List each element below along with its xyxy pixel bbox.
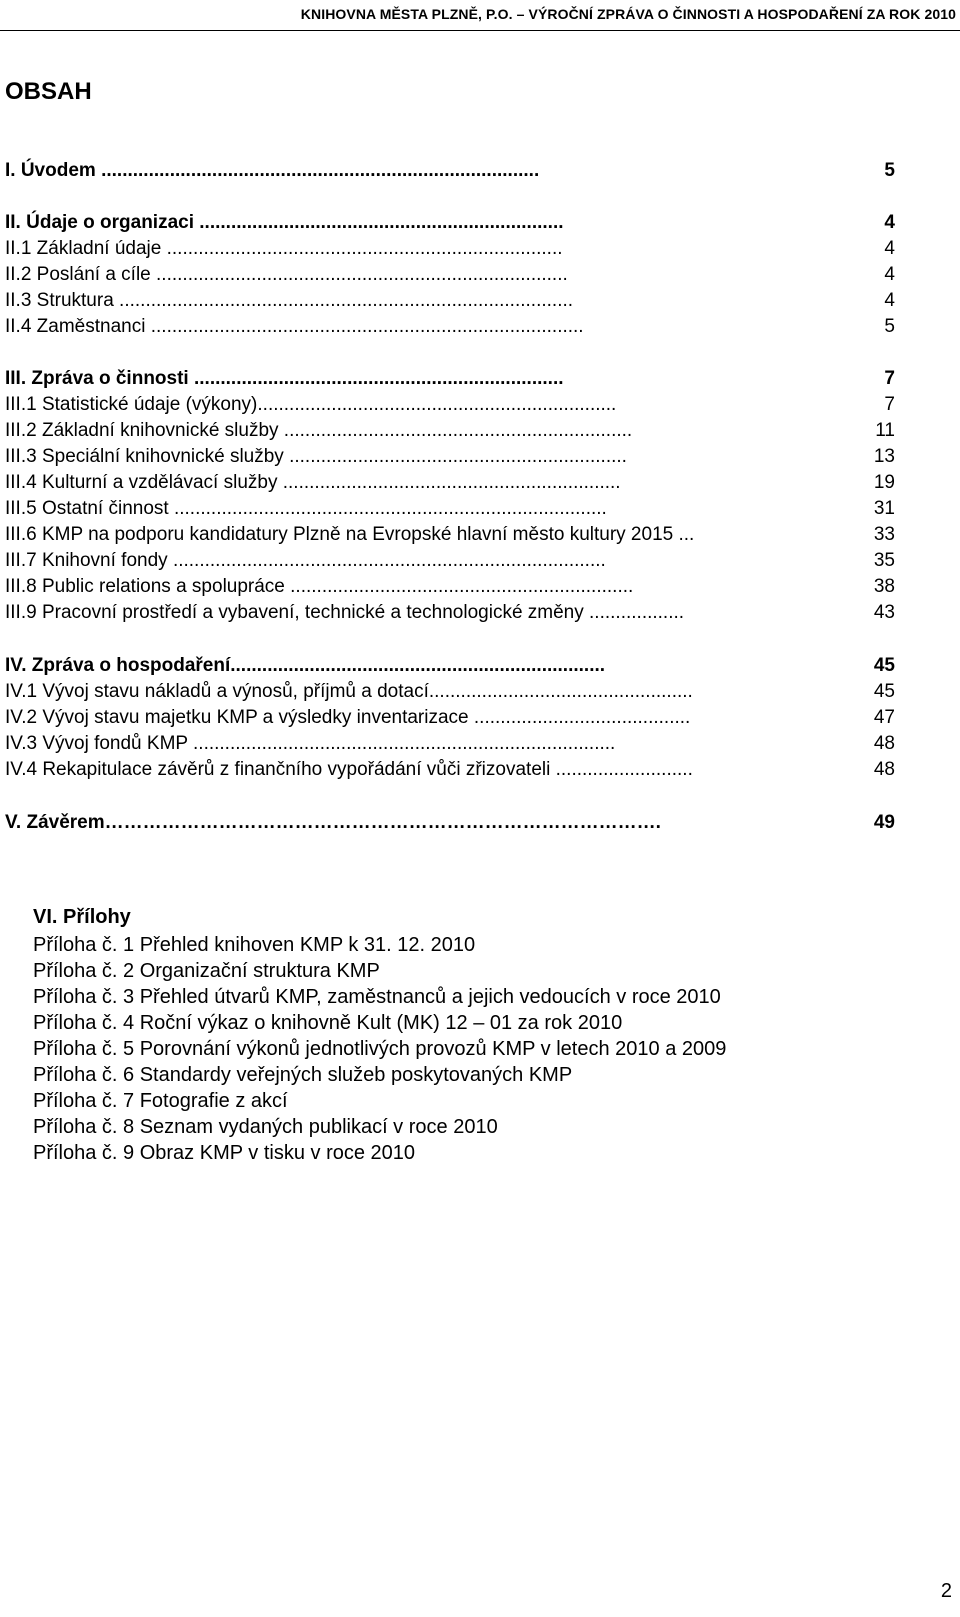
toc-entry-label: III. Zpráva o činnosti ...................................................................... [5, 368, 564, 389]
appendix-item: Příloha č. 5 Porovnání výkonů jednotlivých provozů KMP v letech 2010 a 2009 [33, 1038, 727, 1060]
toc-entry-page: 4 [884, 212, 895, 233]
toc-entry-label: III.8 Public relations a spolupráce ................................................................. [5, 576, 634, 597]
appendix-item: Příloha č. 7 Fotografie z akcí [33, 1090, 288, 1112]
toc-entry-page: 48 [873, 733, 895, 754]
toc-entry-zprava-o-hospodareni[interactable] [5, 652, 895, 679]
toc-entry-udaje-o-organizaci[interactable] [5, 209, 895, 236]
toc-entry-page: 45 [873, 655, 895, 676]
toc-entry-rekapitulace[interactable] [5, 756, 895, 783]
toc-entry-page: 13 [873, 446, 895, 467]
toc-entry-page: 5 [884, 316, 895, 337]
appendix-item: Příloha č. 6 Standardy veřejných služeb poskytovaných KMP [33, 1064, 573, 1086]
toc-entry-ostatni-cinnost[interactable] [5, 495, 895, 522]
toc-entry-page: 7 [884, 368, 895, 389]
toc-entry-page: 4 [884, 264, 895, 285]
toc-entry-page: 31 [873, 498, 895, 519]
running-header [0, 0, 960, 31]
toc-entry-public-relations[interactable] [5, 573, 895, 600]
toc-entry-page: 43 [873, 602, 895, 623]
toc-entry-label: III.1 Statistické údaje (výkony).................................................................... [5, 394, 617, 415]
toc-entry-zakladni-udaje[interactable] [5, 235, 895, 262]
appendix-item: Příloha č. 8 Seznam vydaných publikací v roce 2010 [33, 1116, 498, 1138]
toc-entry-page: 35 [873, 550, 895, 571]
toc-entry-page: 45 [873, 681, 895, 702]
toc-entry-statisticke-udaje[interactable] [5, 391, 895, 418]
appendix-item: Příloha č. 1 Přehled knihoven KMP k 31. 12. 2010 [33, 934, 476, 956]
toc-entry-page: 49 [873, 812, 895, 833]
toc-entry-specialni-knihovnicke-sluzby[interactable] [5, 443, 895, 470]
toc-entry-zamestnanci[interactable] [5, 313, 895, 340]
toc-entry-label: IV.3 Vývoj fondů KMP ................................................................................ [5, 733, 616, 754]
toc-entry-label: III.5 Ostatní činnost .................................................................................. [5, 498, 607, 519]
toc-entry-poslani-a-cile[interactable] [5, 261, 895, 288]
toc-entry-label: III.2 Základní knihovnické služby .................................................................. [5, 420, 633, 441]
toc-entry-label: IV.1 Vývoj stavu nákladů a výnosů, příjmů a dotací.................................................. [5, 681, 693, 702]
toc-entry-label: III.3 Speciální knihovnické služby ................................................................ [5, 446, 627, 467]
page-number: 2 [940, 1580, 952, 1602]
toc-entry-label: I. Úvodem ................................................................................... [5, 160, 540, 181]
appendix-item: Příloha č. 3 Přehled útvarů KMP, zaměstnanců a jejich vedoucích v roce 2010 [33, 986, 721, 1008]
toc-entry-label: II.2 Poslání a cíle .............................................................................. [5, 264, 568, 285]
toc-entry-pracovni-prostredi[interactable] [5, 599, 895, 626]
toc-entry-label: III.9 Pracovní prostředí a vybavení, technické a technologické změny .................. [5, 602, 685, 623]
toc-entry-zprava-o-cinnosti[interactable] [5, 365, 895, 392]
toc-entry-page: 11 [875, 420, 895, 441]
appendix-item: Příloha č. 9 Obraz KMP v tisku v roce 2010 [33, 1142, 416, 1164]
toc-entry-page: 19 [873, 472, 895, 493]
toc-entry-label: IV.2 Vývoj stavu majetku KMP a výsledky inventarizace ......................................... [5, 707, 691, 728]
toc-entry-page: 4 [884, 290, 895, 311]
page-title: OBSAH [5, 78, 92, 105]
toc-entry-label: II. Údaje o organizaci ..................................................................... [5, 212, 564, 233]
toc-entry-page: 38 [873, 576, 895, 597]
header-text: KNIHOVNA MĚSTA PLZNĚ, P.O. – VÝROČNÍ ZPRÁVA O ČINNOSTI A HOSPODAŘENÍ ZA ROK 2010 [300, 6, 956, 22]
toc-entry-zakladni-knihovnicke-sluzby[interactable] [5, 417, 895, 444]
toc-entry-label: IV.4 Rekapitulace závěrů z finančního vypořádání vůči zřizovateli .......................... [5, 759, 693, 780]
appendix-item: Příloha č. 4 Roční výkaz o knihovně Kult (MK) 12 – 01 za rok 2010 [33, 1012, 623, 1034]
toc-entry-kulturni-a-vzdelavaci-sluzby[interactable] [5, 469, 895, 496]
toc-entry-page: 47 [873, 707, 895, 728]
toc-entry-struktura[interactable] [5, 287, 895, 314]
toc-entry-label: II.4 Zaměstnanci .................................................................................. [5, 316, 584, 337]
toc-entry-uvodem[interactable] [5, 157, 895, 184]
toc-entry-vyvoj-majetku[interactable] [5, 704, 895, 731]
toc-entry-label: III.7 Knihovní fondy .................................................................................. [5, 550, 606, 571]
toc-entry-knihovni-fondy[interactable] [5, 547, 895, 574]
toc-entry-vyvoj-fondu[interactable] [5, 730, 895, 757]
toc-entry-page: 5 [884, 160, 895, 181]
toc-entry-page: 4 [884, 238, 895, 259]
appendix-title: VI. Přílohy [33, 906, 131, 928]
toc-entry-page: 7 [884, 394, 895, 415]
toc-entry-label: III.6 KMP na podporu kandidatury Plzně na Evropské hlavní město kultury 2015 ... [5, 524, 695, 545]
toc-entry-label: IV. Zpráva o hospodaření....................................................................... [5, 655, 606, 676]
toc-entry-page: 48 [873, 759, 895, 780]
toc-entry-page: 33 [873, 524, 895, 545]
toc-entry-label: II.3 Struktura ...................................................................................... [5, 290, 574, 311]
toc-entry-label: III.4 Kulturní a vzdělávací služby ................................................................ [5, 472, 621, 493]
toc-entry-kmp-kandidatura[interactable] [5, 521, 895, 548]
toc-entry-label: V. Závěrem……………………………………………………………………………. [5, 812, 661, 833]
toc-entry-zaverem[interactable] [5, 809, 895, 836]
toc-entry-vyvoj-nakladu[interactable] [5, 678, 895, 705]
appendix-item: Příloha č. 2 Organizační struktura KMP [33, 960, 380, 982]
toc-entry-label: II.1 Základní údaje ........................................................................... [5, 238, 563, 259]
